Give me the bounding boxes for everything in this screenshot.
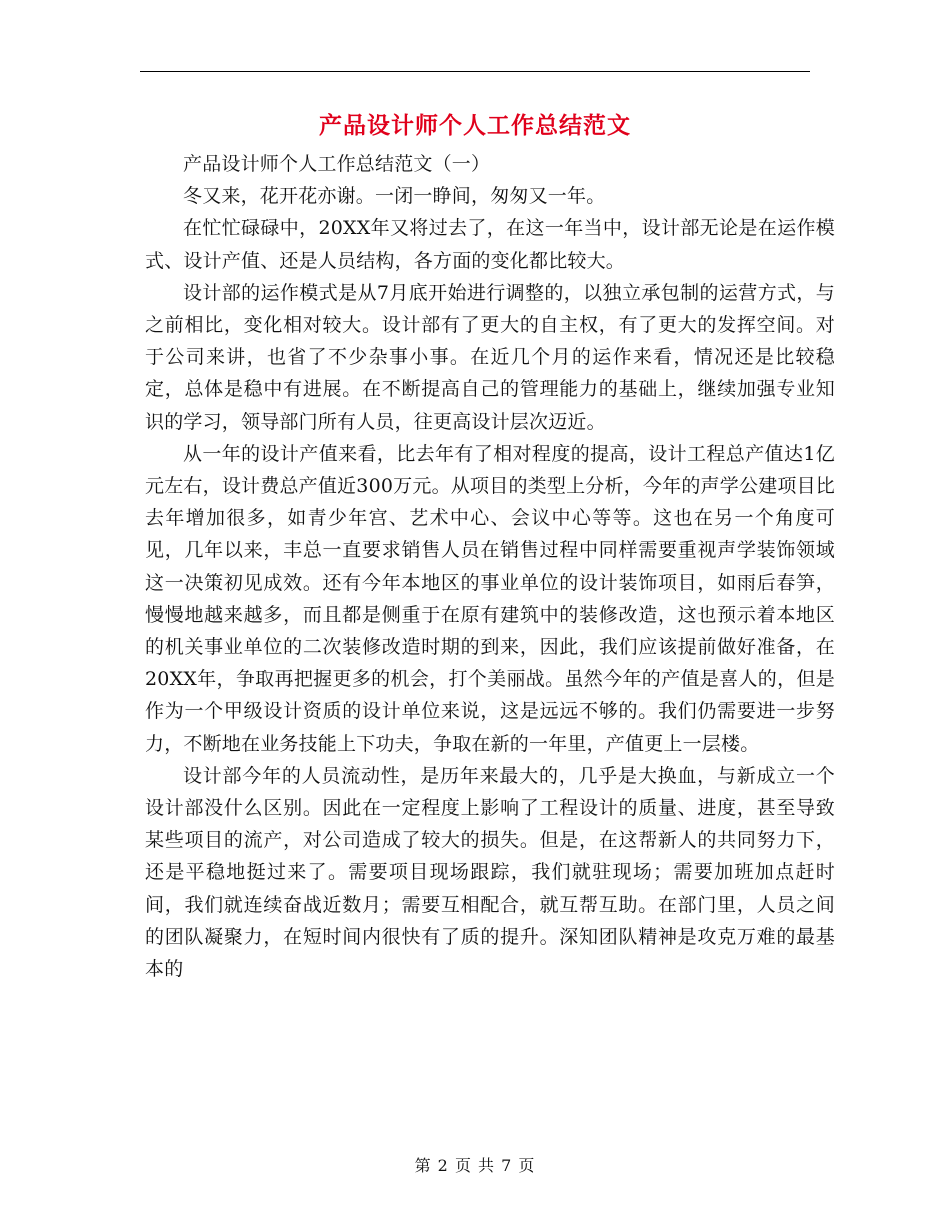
paragraph-staffing: 设计部今年的人员流动性，是历年来最大的，几乎是大换血，与新成立一个设计部没什么区别。因此在一定程度上影响了工程设计的质量、进度，甚至导致某些项目的流产，对公司造成了较大的损失。但是，在这帮新人的共同努力下，还是平稳地挺过来了。需要项目现场跟踪，我们就驻现场；需要加班加点赶时间，我们就连续奋战近数月；需要互相配合，就互帮互助。在部门里，人员之间的团队凝聚力，在短时间内很快有了质的提升。深知团队精神是攻克万难的最基本的 [145,764,835,981]
document-body [145,148,835,985]
page-number-footer: 第 2 页 共 7 页 [414,1156,536,1175]
paragraph-operation-mode: 设计部的运作模式是从7月底开始进行调整的，以独立承包制的运营方式，与之前相比，变化相对较大。设计部有了更大的自主权，有了更大的发挥空间。对于公司来讲，也省了不少杂事小事。在近几个月的运作来看，情况还是比较稳定，总体是稳中有进展。在不断提高自己的管理能力的基础上，继续加强专业知识的学习，领导部门所有人员，往更高设计层次迈近。 [145,281,835,433]
paragraph-year-overview: 在忙忙碌碌中，20XX年又将过去了，在这一年当中，设计部无论是在运作模式、设计产值、还是人员结构，各方面的变化都比较大。 [145,217,835,272]
paragraph-output-value: 从一年的设计产值来看，比去年有了相对程度的提高，设计工程总产值达1亿元左右，设计费总产值近300万元。从项目的类型上分析，今年的声学公建项目比去年增加很多，如青少年宫、艺术中心、会议中心等等。这也在另一个角度可见，几年以来，丰总一直要求销售人员在销售过程中同样需要重视声学装饰领域这一决策初见成效。还有今年本地区的事业单位的设计装饰项目，如雨后春笋，慢慢地越来越多，而且都是侧重于在原有建筑中的装修改造，这也预示着本地区的机关事业单位的二次装修改造时期的到来，因此，我们应该提前做好准备，在20XX年，争取再把握更多的机会，打个美丽战。虽然今年的产值是喜人的，但是作为一个甲级设计资质的设计单位来说，这是远远不够的。我们仍需要进一步努力，不断地在业务技能上下功夫，争取在新的一年里，产值更上一层楼。 [145,442,835,755]
paragraph-opening: 冬又来，花开花亦谢。一闭一睁间，匆匆又一年。 [183,185,606,208]
header-rule [140,71,810,72]
paragraph-subtitle: 产品设计师个人工作总结范文（一） [183,153,491,175]
document-title: 产品设计师个人工作总结范文 [319,112,631,139]
